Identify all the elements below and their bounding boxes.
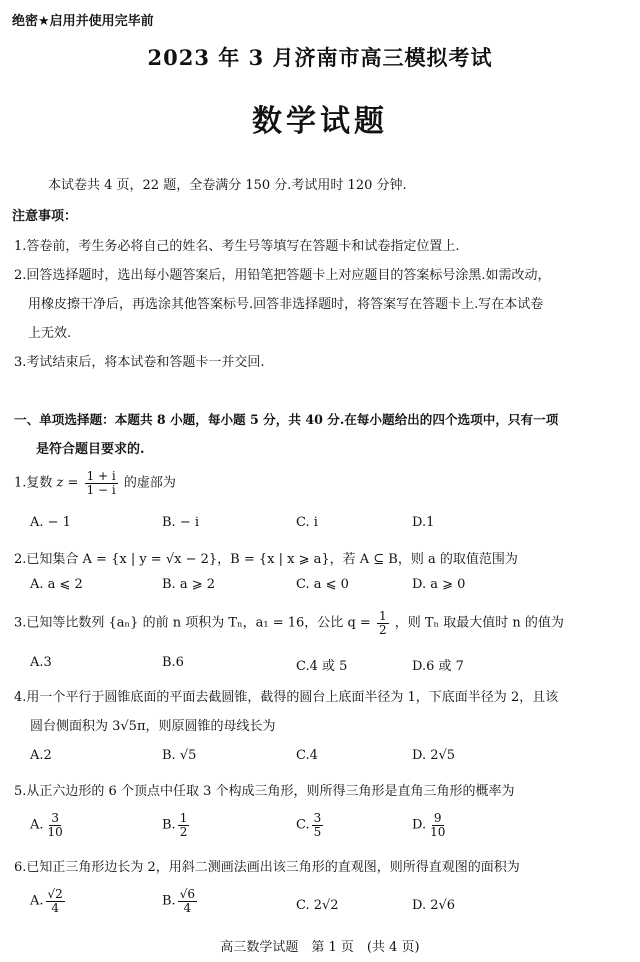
question-2: 2.已知集合 A = {x | y = √x − 2}，B = {x | x ⩾ a}，若 A ⊆ B，则 a 的取值范围为	[14, 552, 518, 567]
q1-option-d[interactable]: D.1	[412, 515, 435, 530]
q1-option-a[interactable]: A. − 1	[30, 515, 71, 530]
question-3-prefix: 3.已知等比数列 {aₙ} 的前 n 项积为 Tₙ，a₁ = 16，公比 q =	[14, 615, 371, 631]
intro-text: 本试卷共 4 页，22 题，全卷满分 150 分.考试用时 120 分钟.	[48, 178, 407, 193]
q5-option-b[interactable]	[162, 812, 191, 838]
question-1-prefix: 1.复数	[14, 475, 53, 491]
note-3: 3.考试结束后，将本试卷和答题卡一并交回.	[14, 355, 265, 370]
note-2-line-1: 2.回答选择题时，选出每小题答案后，用铅笔把答题卡上对应题目的答案标号涂黑.如需改动，	[14, 268, 551, 283]
q1-option-b[interactable]: B. − i	[162, 515, 200, 530]
q5-option-a-numerator: 3	[51, 811, 59, 825]
q5-option-a-denominator: 10	[47, 824, 63, 839]
q6-option-d[interactable]: D. 2√6	[412, 898, 456, 913]
question-1-denominator: 1 − i	[86, 482, 116, 497]
q2-option-d[interactable]: D. a ⩾ 0	[412, 577, 466, 592]
q6-option-a[interactable]	[30, 888, 67, 914]
q5-option-c[interactable]	[296, 812, 325, 838]
exam-subtitle: 数学试题	[252, 104, 388, 139]
q6-option-b[interactable]	[162, 888, 199, 914]
question-3-suffix: ，则 Tₙ 取最大值时 n 的值为	[394, 615, 564, 631]
q5-option-a[interactable]	[30, 812, 67, 838]
q5-option-d-numerator: 9	[433, 811, 442, 825]
q3-option-a[interactable]: A.3	[30, 655, 52, 670]
q5-option-b-label: B.	[162, 817, 176, 833]
q3-option-c[interactable]: C.4 或 5	[296, 659, 348, 674]
question-3-fraction	[377, 610, 389, 636]
q4-option-c[interactable]: C.4	[296, 748, 318, 763]
question-3-denominator: 2	[378, 622, 387, 637]
q6-option-b-label: B.	[162, 893, 176, 909]
q5-option-b-denominator: 2	[179, 824, 188, 839]
q5-option-d-label: D.	[412, 817, 427, 833]
q6-option-c[interactable]: C. 2√2	[296, 898, 339, 913]
q5-option-c-denominator: 5	[313, 824, 322, 839]
q5-option-d[interactable]	[412, 812, 449, 838]
q5-option-c-label: C.	[296, 817, 310, 833]
page-footer: 高三数学试题 第 1 页 (共 4 页)	[220, 940, 420, 955]
question-1-suffix: 的虚部为	[123, 475, 176, 491]
q2-option-c[interactable]: C. a ⩽ 0	[296, 577, 349, 592]
note-2-line-2: 用橡皮擦干净后，再选涂其他答案标号.回答非选择题时，将答案写在答题卡上.写在本试卷	[28, 297, 544, 312]
q5-option-c-numerator: 3	[313, 811, 322, 825]
question-1-numerator: 1 + i	[86, 469, 116, 483]
question-3-numerator: 1	[378, 609, 387, 623]
exam-title: 2023 年 3 月济南市高三模拟考试	[147, 45, 493, 70]
note-1: 1.答卷前，考生务必将自己的姓名、考生号等填写在答题卡和试卷指定位置上.	[14, 239, 460, 254]
q4-option-b[interactable]: B. √5	[162, 748, 197, 763]
question-1	[14, 470, 176, 496]
q2-option-a[interactable]: A. a ⩽ 2	[30, 577, 83, 592]
q6-option-b-denominator: 4	[183, 900, 192, 915]
note-2-line-3: 上无效.	[28, 326, 72, 341]
notes-heading: 注意事项：	[12, 209, 78, 224]
q4-option-a[interactable]: A.2	[30, 748, 52, 763]
q6-option-a-numerator: √2	[47, 887, 63, 901]
q3-option-b[interactable]: B.6	[162, 655, 184, 670]
q2-option-b[interactable]: B. a ⩾ 2	[162, 577, 215, 592]
q6-option-b-numerator: √6	[179, 887, 195, 901]
q5-option-a-label: A.	[30, 817, 44, 833]
question-1-fraction	[85, 470, 118, 496]
question-5: 5.从正六边形的 6 个顶点中任取 3 个构成三角形，则所得三角形是直角三角形的概率为	[14, 784, 515, 799]
confidential-label: 绝密★启用并使用完毕前	[12, 14, 154, 29]
q5-option-d-denominator: 10	[430, 824, 446, 839]
q1-option-c[interactable]: C. i	[296, 515, 318, 530]
question-3	[14, 610, 564, 636]
q6-option-a-label: A.	[30, 893, 44, 909]
q4-option-d[interactable]: D. 2√5	[412, 748, 456, 763]
question-4-line-2: 圆台侧面积为 3√5π，则原圆锥的母线长为	[30, 719, 276, 734]
question-6: 6.已知正三角形边长为 2，用斜二测画法画出该三角形的直观图，则所得直观图的面积为	[14, 860, 520, 875]
q5-option-b-numerator: 1	[179, 811, 188, 825]
section-heading-line-2: 是符合题目要求的.	[36, 442, 145, 457]
section-heading-line-1: 一、单项选择题：本题共 8 小题，每小题 5 分，共 40 分.在每小题给出的四个选项中，只有一项	[14, 412, 559, 427]
question-4-line-1: 4.用一个平行于圆锥底面的平面去截圆锥，截得的圆台上底面半径为 1，下底面半径为 2，且该	[14, 690, 559, 705]
q6-option-a-denominator: 4	[51, 900, 59, 915]
q3-option-d[interactable]: D.6 或 7	[412, 659, 464, 674]
question-1-variable: z =	[56, 475, 79, 491]
